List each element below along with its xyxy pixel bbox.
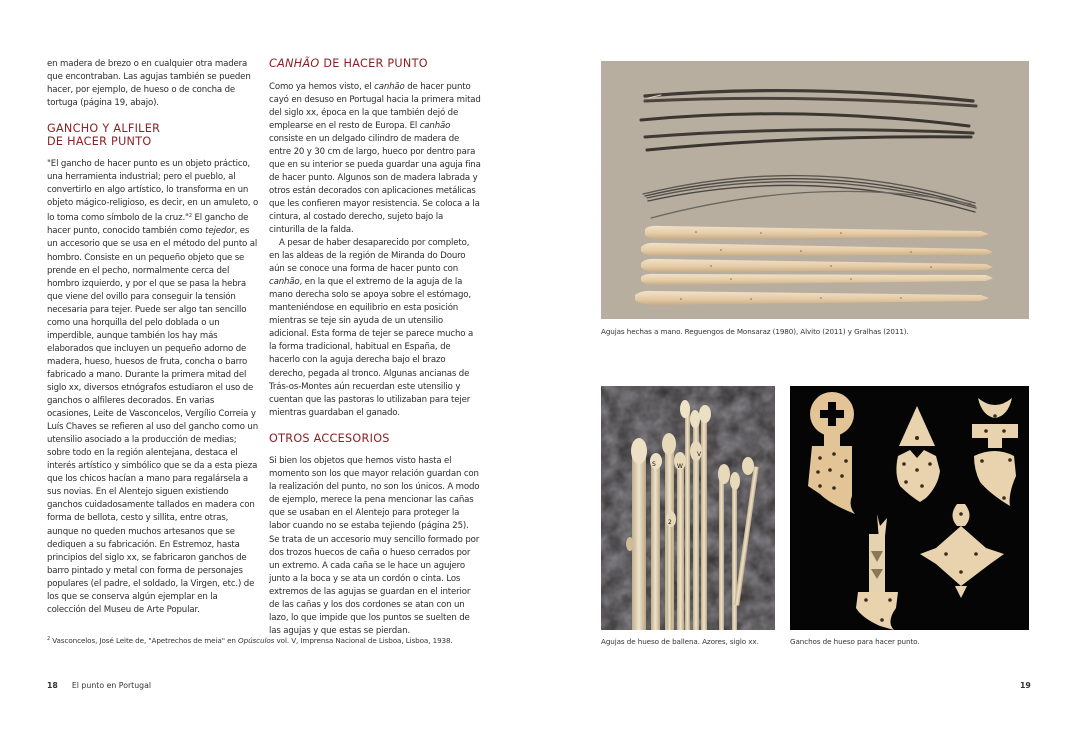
- heading-rest: DE HACER PUNTO: [319, 57, 428, 70]
- italic-term: canhão: [269, 277, 300, 288]
- bone-hooks-illustration: [790, 386, 1029, 630]
- whalebone-illustration: [601, 386, 775, 630]
- italic-term: canhão: [419, 120, 451, 131]
- photo-caption-bone-hooks: Ganchos de hueso para hacer punto.: [790, 637, 920, 646]
- running-title: El punto en Portugal: [71, 681, 152, 690]
- needles-illustration: [601, 61, 1029, 319]
- footnote-italic: Opúsculos: [238, 636, 275, 645]
- left-column-1: [47, 58, 259, 617]
- needle-label: W: [677, 463, 683, 470]
- accesorios-paragraph: Si bien los objetos que hemos visto hasta el momento son los que mayor relación guardan con la realización del punto, no son los únicos. A modo de ejemplo, merece la pena mencionar las cañas que se usaban en el Alentejo para proteger la labor cuando no se estaba tejiendo (página 25). Se trata de un accesorio muy sencillo formado por dos trozos huecos de caña o hueso cerrados por un extremo. A cada caña se le hace un agujero junto a la boca y se ata un cordón o cinta. Los extremos de las agujas se guardan en el interior de las cañas y los dos cordones se atan con un lazo, lo que impide que los puntos se suelten de las agujas y que estas se pierdan.: [269, 456, 480, 636]
- italic-term: tejedor: [205, 226, 235, 237]
- photo-whalebone-needles: [601, 386, 775, 630]
- photo-caption-needles: Agujas hechas a mano. Reguengos de Monsaraz (1980), Alvito (2011) y Gralhas (2011).: [601, 327, 909, 336]
- heading-line-2: DE HACER PUNTO: [47, 134, 152, 148]
- body-text: Como ya hemos visto, el: [269, 81, 375, 92]
- heading-gancho-alfiler: [47, 123, 259, 148]
- footnote-number: 2: [47, 636, 51, 642]
- body-text: A pesar de haber desaparecido por completo, en las aldeas de la región de Miranda do Douro aún se conoce una forma de hacer punto con: [269, 238, 470, 275]
- page-number-right: 19: [1020, 681, 1031, 690]
- needle-label: 2: [668, 519, 672, 526]
- body-text: consiste en un delgado cilindro de madera de entre 20 y 30 cm de largo, hueco por dentro para que en su interior se pueda guardar una aguja fina de hacer punto. Algunos son de madera labrada y otros están decorados con aplicaciones metálicas que les confieren mayor resistencia. Se coloca a la cintura, al costado derecho, sujeto bajo la cinturilla de la falda.: [269, 133, 481, 236]
- left-column-2: [269, 58, 481, 638]
- body-text: de hacer punto cayó en desuso en Portugal hacia la primera mitad del siglo xx, época en la que también dejó de emplearse en el resto de Europa. El: [269, 81, 481, 131]
- needle-label: S: [652, 461, 656, 468]
- footnote-ref[interactable]: 2: [188, 213, 192, 220]
- heading-canhao: [269, 58, 481, 71]
- footnote-text: Vasconcelos, José Leite de, "Apetrechos de meia" en: [50, 636, 239, 645]
- quote-text: "El gancho de hacer punto es un objeto práctico, una herramienta industrial; pero el pueblo, al convertirlo en algo artístico, lo transforma en un objeto mágico-religioso, es decir, en un amuleto, o lo toma como símbolo de la cruz.": [47, 159, 259, 224]
- page-number-left: 18: [47, 681, 58, 690]
- photo-knitting-needles: [601, 61, 1029, 319]
- footnote: [47, 636, 453, 645]
- photo-bone-hooks: [790, 386, 1029, 630]
- italic-term: canhão: [374, 81, 405, 92]
- photo-caption-whalebone: Agujas de hueso de ballena. Azores, siglo xx.: [601, 637, 759, 646]
- folio-left: [47, 681, 151, 690]
- needle-label: V: [697, 451, 702, 458]
- heading-line-1: GANCHO Y ALFILER: [47, 122, 161, 136]
- canhao-paragraph-2: [269, 237, 481, 420]
- footnote-text: vol. V, Imprensa Nacional de Lisboa, Lisboa, 1938.: [274, 636, 453, 645]
- heading-otros-accesorios: OTROS ACCESORIOS: [269, 431, 390, 445]
- canhao-paragraph-1: [269, 81, 481, 238]
- gancho-paragraph: [47, 158, 259, 617]
- intro-paragraph: en madera de brezo o en cualquier otra madera que encontraban. Las agujas también se pueden hacer, por ejemplo, de hueso o de concha de tortuga (página 19, abajo).: [47, 59, 251, 109]
- body-text: El gancho de hacer punto, conocido también como: [47, 213, 249, 237]
- body-text: , en la que el extremo de la aguja de la mano derecha solo se apoya sobre el estómago, manteniéndose en equilibrio en esta posición mientras se teje sin ayuda de un utensilio adicional. Esta forma de tejer se parece mucho a la forma tradicional, habitual en España, de hacerlo con la aguja derecha bajo el brazo derecho, pegada al tronco. Algunas ancianas de Trás-os-Montes aún recuerdan este utensilio y cuentan que las pastoras lo utilizaban para tejer mientras guardaban el ganado.: [269, 277, 474, 418]
- heading-italic: CANHÃO: [269, 57, 320, 70]
- body-text: , es un accesorio que se usa en el método del punto al hombro. Consiste en un pequeño objeto que se prende en el pecho, normalmente cerca del hombro izquierdo, y por el que se pasa la hebra que viene del ovillo para conseguir la tensión necesaria para tejer. Puede ser algo tan sencillo como una horquilla del pelo doblada o un imperdible, aunque también los hay más elaborados que incluyen un pequeño adorno de madera, hueso, huesos de fruta, concha o barro fabricado a mano. Durante la primera mitad del siglo xx, diversos etnógrafos estudiaron el uso de ganchos o alfileres decorados. En varias ocasiones, Leite de Vasconcelos, Vergílio Correia y Luís Chaves se refieren al uso del gancho como un utensilio asociado a la producción de medias; sobre todo en la región alentejana, destaca el interés artístico y simbólico que se da a esta pieza que los chicos hacían a mano para regalársela a sus novias. En el Alentejo siguen existiendo ganchos cuidadosamente tallados en madera con forma de bellota, cesto y sillita, entre otras, aunque no queden muchos artesanos que se dediquen a su fabricación. En Estremoz, hasta principios del siglo xx, se fabricaron ganchos de barro pintado y metal con forma de personajes populares (el padre, el soldado, la Virgen, etc.) de los que se conserva algún ejemplar en la colección del Museu de Arte Popular.: [47, 226, 258, 615]
